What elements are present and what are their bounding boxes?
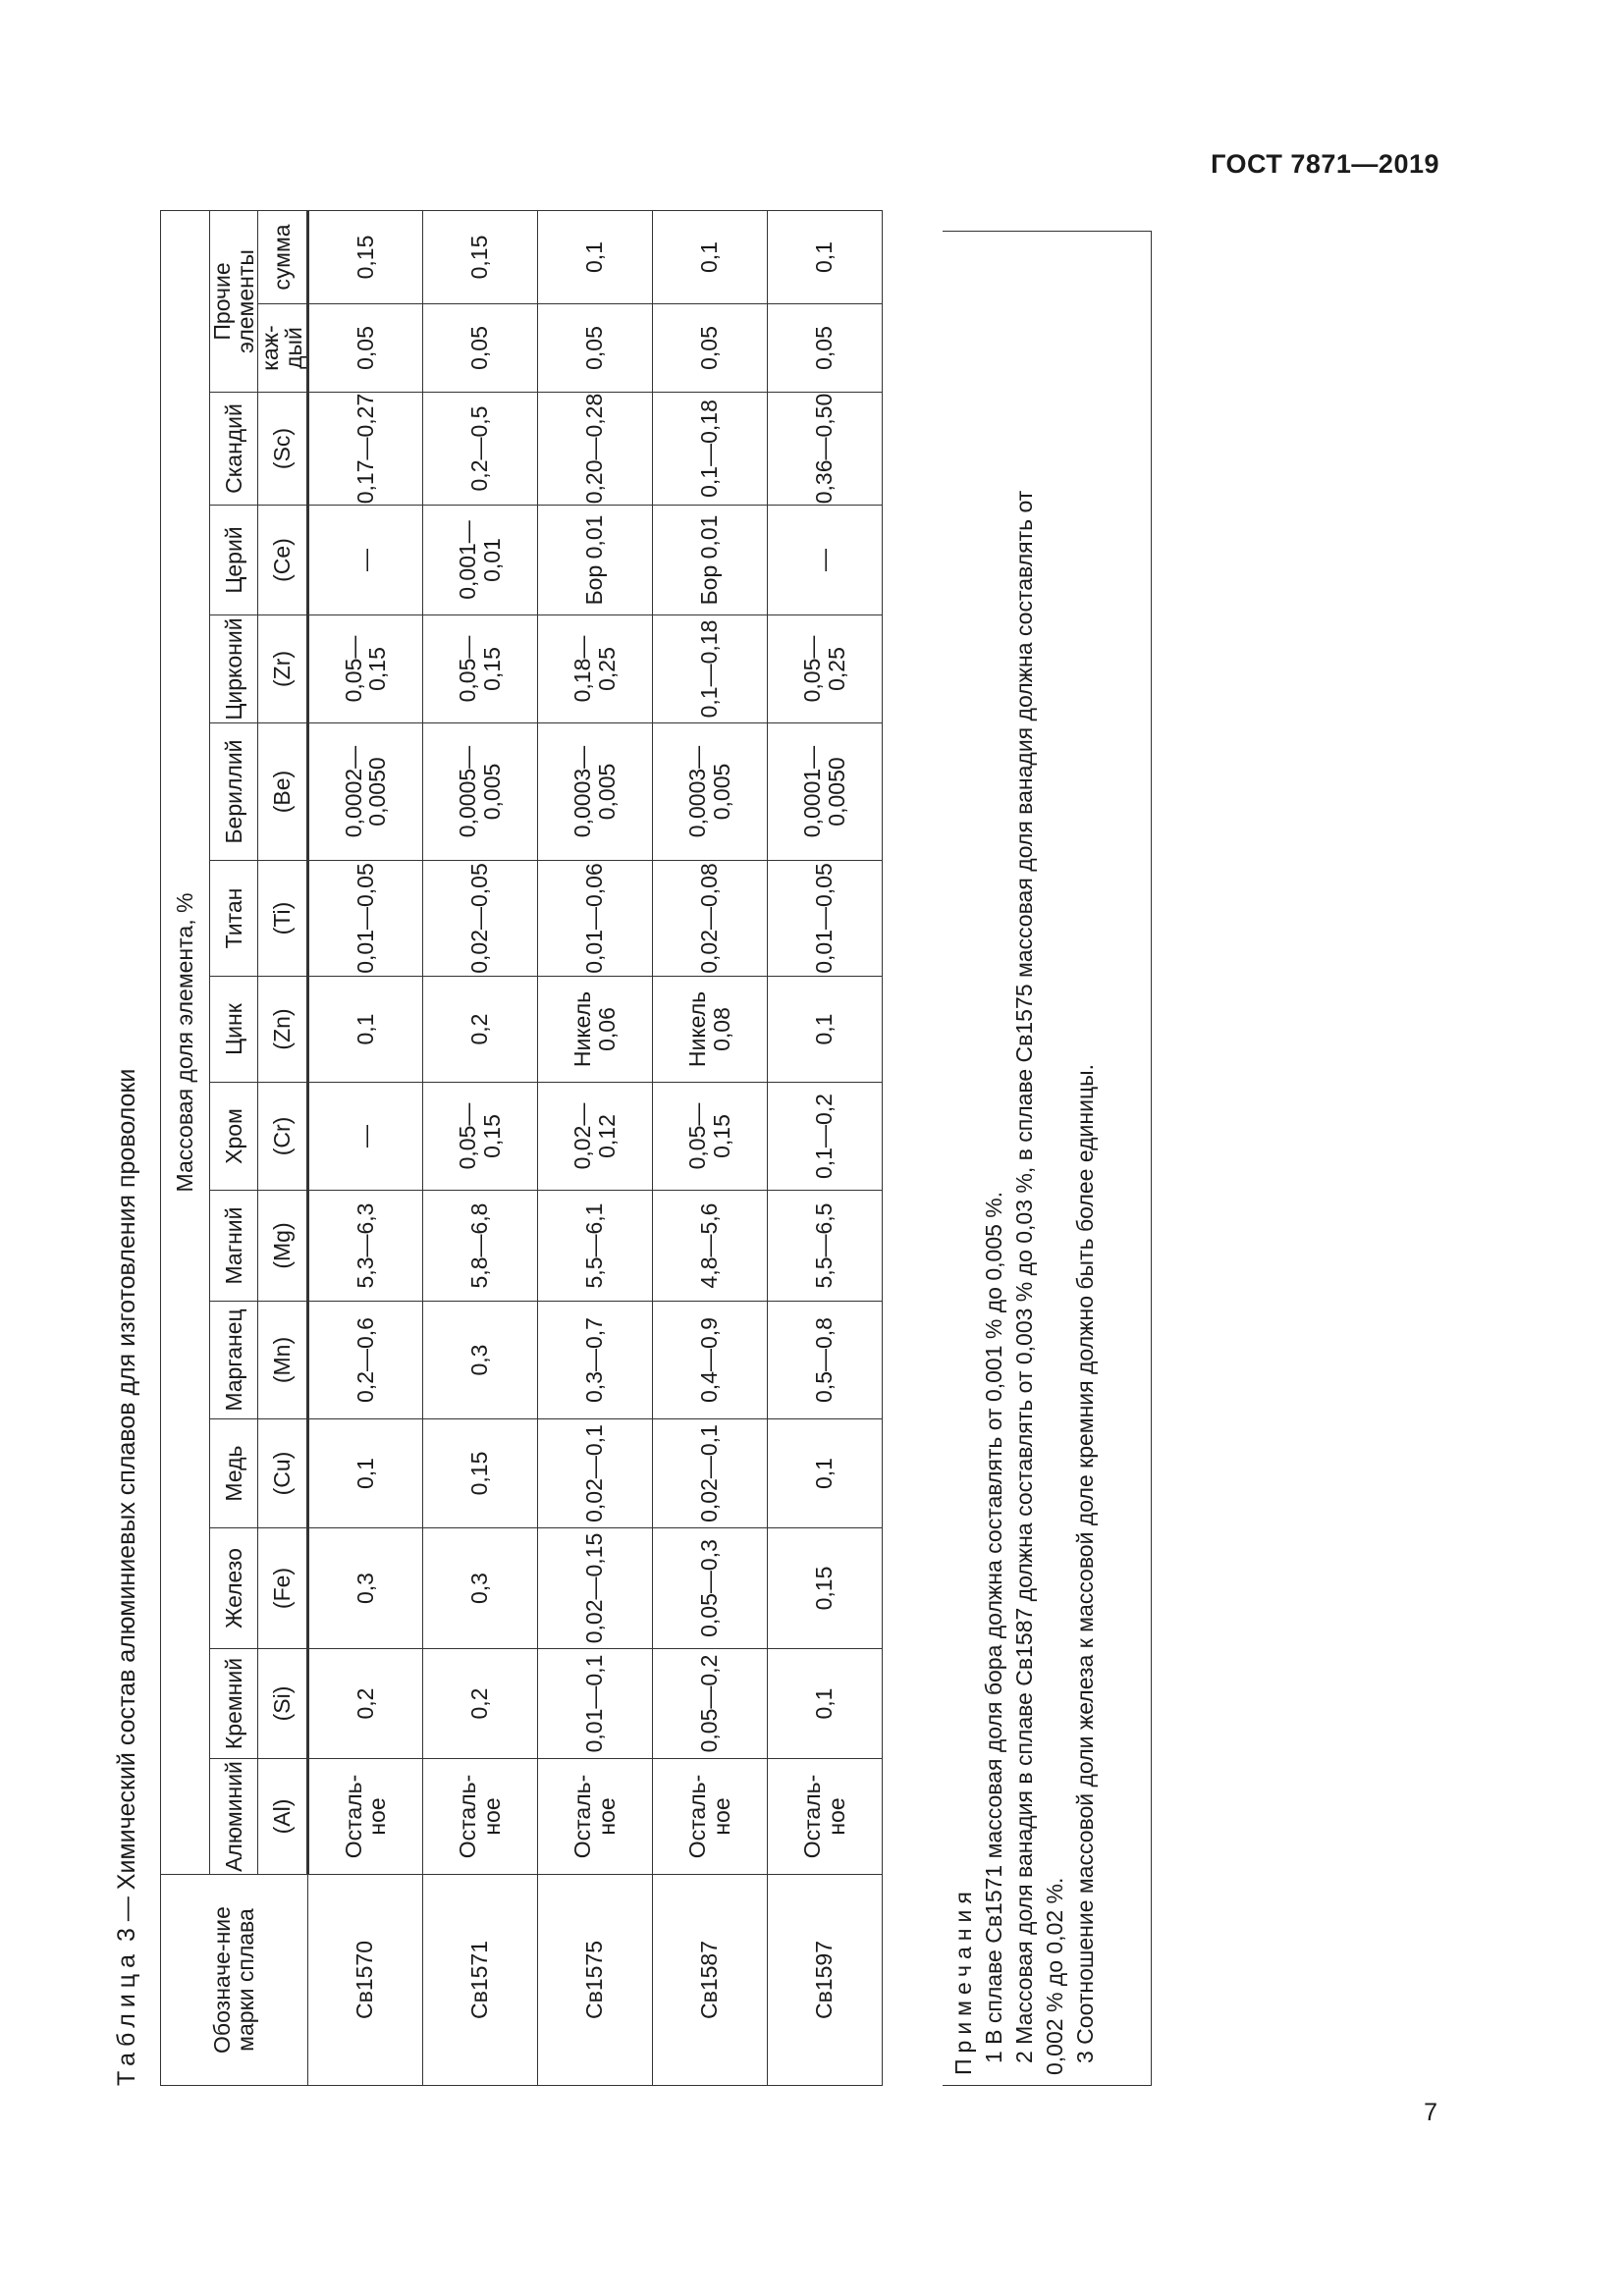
table-cell: 0,02—0,1 bbox=[537, 1419, 652, 1528]
table-cell: 0,1—0,2 bbox=[767, 1083, 882, 1191]
table-cell: 5,8—6,8 bbox=[422, 1191, 537, 1302]
table-cell: 0,05—0,2 bbox=[652, 1649, 767, 1759]
rotated-table-block bbox=[113, 224, 1154, 2086]
table-cell: 0,1—0,18 bbox=[652, 615, 767, 723]
table-cell: 0,2 bbox=[422, 1649, 537, 1759]
element-symbol-header: (Si) bbox=[258, 1649, 307, 1759]
element-name-header: Марганец bbox=[210, 1302, 258, 1419]
table-row bbox=[422, 210, 537, 2085]
caption-text: 3 — Химический состав алюминиевых сплавов для изготовления проволоки bbox=[113, 1068, 140, 1943]
element-name-header: Медь bbox=[210, 1419, 258, 1528]
table-cell: — bbox=[767, 506, 882, 615]
group-header: Массовая доля элемента, % bbox=[161, 210, 210, 1874]
table-caption bbox=[113, 1069, 141, 2086]
alloy-grade-cell: Св1597 bbox=[767, 1875, 882, 2086]
table-row bbox=[307, 210, 422, 2085]
table-cell: 0,05—0,3 bbox=[652, 1528, 767, 1649]
table-cell: 0,15 bbox=[767, 1528, 882, 1649]
table-cell: 0,18—0,25 bbox=[537, 615, 652, 723]
alloy-grade-cell: Св1570 bbox=[307, 1875, 422, 2086]
table-cell: 5,5—6,5 bbox=[767, 1191, 882, 1302]
table-cell: 0,05—0,25 bbox=[767, 615, 882, 723]
table-cell: — bbox=[307, 506, 422, 615]
table-cell: 0,20—0,28 bbox=[537, 393, 652, 506]
table-cell: 0,05 bbox=[652, 304, 767, 393]
element-symbol-header: (Mn) bbox=[258, 1302, 307, 1419]
table-cell: 0,3 bbox=[422, 1528, 537, 1649]
table-cell: Осталь-ное bbox=[307, 1759, 422, 1875]
table-cell: 0,36—0,50 bbox=[767, 393, 882, 506]
table-cell: 5,3—6,3 bbox=[307, 1191, 422, 1302]
element-name-header: Железо bbox=[210, 1528, 258, 1649]
element-name-header: Бериллий bbox=[210, 723, 258, 861]
table-cell: 0,01—0,05 bbox=[767, 861, 882, 977]
table-cell: 0,15 bbox=[307, 210, 422, 303]
element-name-header: Титан bbox=[210, 861, 258, 977]
element-symbol-header: (Fe) bbox=[258, 1528, 307, 1649]
element-symbol-header: (Cu) bbox=[258, 1419, 307, 1528]
element-symbol-header: (Be) bbox=[258, 723, 307, 861]
standard-designation: ГОСТ 7871—2019 bbox=[1211, 149, 1439, 179]
table-cell: Осталь-ное bbox=[422, 1759, 537, 1875]
table-row bbox=[767, 210, 882, 2085]
element-symbol-header: (Mg) bbox=[258, 1191, 307, 1302]
table-cell: 0,3—0,7 bbox=[537, 1302, 652, 1419]
table-row bbox=[537, 210, 652, 2085]
table-cell: 0,001—0,01 bbox=[422, 506, 537, 615]
element-name-header: Магний bbox=[210, 1191, 258, 1302]
table-cell: 0,2 bbox=[422, 977, 537, 1083]
element-symbol-header: (Zn) bbox=[258, 977, 307, 1083]
table-cell: 0,1 bbox=[652, 210, 767, 303]
notes-title: Примечания bbox=[950, 1886, 976, 2075]
element-symbol-header: (Sc) bbox=[258, 393, 307, 506]
element-name-header: Скандий bbox=[210, 393, 258, 506]
element-symbol-header: (Ti) bbox=[258, 861, 307, 977]
table-cell: Никель 0,08 bbox=[652, 977, 767, 1083]
table-cell: 0,2—0,5 bbox=[422, 393, 537, 506]
table-cell: 0,2 bbox=[307, 1649, 422, 1759]
table-cell: 0,4—0,9 bbox=[652, 1302, 767, 1419]
table-cell: 0,0003—0,005 bbox=[537, 723, 652, 861]
other-each-header: каж-дый bbox=[258, 304, 307, 393]
table-cell: 0,15 bbox=[422, 1419, 537, 1528]
table-cell: 0,3 bbox=[307, 1528, 422, 1649]
table-cell: 0,05—0,15 bbox=[422, 1083, 537, 1191]
table-cell: 0,05—0,15 bbox=[422, 615, 537, 723]
element-name-header: Алюминий bbox=[210, 1759, 258, 1875]
table-cell: 0,1 bbox=[767, 1419, 882, 1528]
table-cell: 0,01—0,06 bbox=[537, 861, 652, 977]
table-cell: 0,15 bbox=[422, 210, 537, 303]
table-cell: Бор 0,01 bbox=[537, 506, 652, 615]
table-cell: 0,02—0,15 bbox=[537, 1528, 652, 1649]
table-cell: 0,01—0,05 bbox=[307, 861, 422, 977]
table-cell: 5,5—6,1 bbox=[537, 1191, 652, 1302]
element-symbol-header: (Cr) bbox=[258, 1083, 307, 1191]
table-cell: 0,1—0,18 bbox=[652, 393, 767, 506]
table-row bbox=[652, 210, 767, 2085]
caption-prefix: Таблица bbox=[113, 1948, 140, 2086]
note-item: 3 Соотношение массовой доли железа к массовой доле кремния должно быть более единицы. bbox=[1072, 1063, 1098, 2063]
table-cell: 0,05 bbox=[537, 304, 652, 393]
table-cell: Осталь-ное bbox=[767, 1759, 882, 1875]
table-cell: 0,1 bbox=[767, 210, 882, 303]
element-name-header: Церий bbox=[210, 506, 258, 615]
table-cell: 0,0001—0,0050 bbox=[767, 723, 882, 861]
table-cell: 0,1 bbox=[767, 977, 882, 1083]
table-cell: 0,0002—0,0050 bbox=[307, 723, 422, 861]
table-cell: — bbox=[307, 1083, 422, 1191]
table-cell: 0,05 bbox=[307, 304, 422, 393]
table-cell: 0,5—0,8 bbox=[767, 1302, 882, 1419]
page-number: 7 bbox=[1424, 2099, 1437, 2126]
grade-column-header: Обозначе-ние марки сплава bbox=[161, 1875, 308, 2086]
element-symbol-header: (Ce) bbox=[258, 506, 307, 615]
note-item: 0,002 % до 0,02 %. bbox=[1042, 1877, 1067, 2075]
alloy-grade-cell: Св1571 bbox=[422, 1875, 537, 2086]
table-cell: 0,02—0,12 bbox=[537, 1083, 652, 1191]
table-cell: 0,3 bbox=[422, 1302, 537, 1419]
chemical-composition-table bbox=[160, 210, 883, 2086]
table-cell: 0,0005—0,005 bbox=[422, 723, 537, 861]
table-cell: 4,8—5,6 bbox=[652, 1191, 767, 1302]
other-sum-header: сумма bbox=[258, 210, 307, 303]
table-cell: 0,05 bbox=[767, 304, 882, 393]
table-cell: Осталь-ное bbox=[537, 1759, 652, 1875]
alloy-grade-cell: Св1587 bbox=[652, 1875, 767, 2086]
table-cell: 0,05 bbox=[422, 304, 537, 393]
element-name-header: Цинк bbox=[210, 977, 258, 1083]
table-cell: 0,0003—0,005 bbox=[652, 723, 767, 861]
table-cell: 0,02—0,08 bbox=[652, 861, 767, 977]
note-item: 2 Массовая доля ванадия в сплаве Св1587 должна составлять от 0,003 % до 0,03 %, в сплаве Св1575 массовая доля ванадия должна составлять от bbox=[1011, 490, 1037, 2063]
table-cell: 0,1 bbox=[307, 977, 422, 1083]
table-notes bbox=[943, 231, 1152, 2086]
table-cell: Никель 0,06 bbox=[537, 977, 652, 1083]
table-cell: 0,1 bbox=[307, 1419, 422, 1528]
table-cell: 0,02—0,05 bbox=[422, 861, 537, 977]
element-symbol-header: (Al) bbox=[258, 1759, 307, 1875]
table-cell: Бор 0,01 bbox=[652, 506, 767, 615]
table-cell: 0,1 bbox=[767, 1649, 882, 1759]
table-cell: 0,1 bbox=[537, 210, 652, 303]
alloy-grade-cell: Св1575 bbox=[537, 1875, 652, 2086]
table-cell: 0,02—0,1 bbox=[652, 1419, 767, 1528]
element-name-header: Хром bbox=[210, 1083, 258, 1191]
element-name-header: Кремний bbox=[210, 1649, 258, 1759]
other-elements-header: Прочие элементы bbox=[210, 210, 258, 392]
table-cell: Осталь-ное bbox=[652, 1759, 767, 1875]
table-cell: 0,2—0,6 bbox=[307, 1302, 422, 1419]
element-name-header: Цирконий bbox=[210, 615, 258, 723]
note-item: 1 В сплаве Св1571 массовая доля бора должна составлять от 0,001 % до 0,005 %. bbox=[981, 1191, 1006, 2063]
table-cell: 0,17—0,27 bbox=[307, 393, 422, 506]
table-cell: 0,01—0,1 bbox=[537, 1649, 652, 1759]
table-cell: 0,05—0,15 bbox=[307, 615, 422, 723]
table-cell: 0,05—0,15 bbox=[652, 1083, 767, 1191]
element-symbol-header: (Zr) bbox=[258, 615, 307, 723]
